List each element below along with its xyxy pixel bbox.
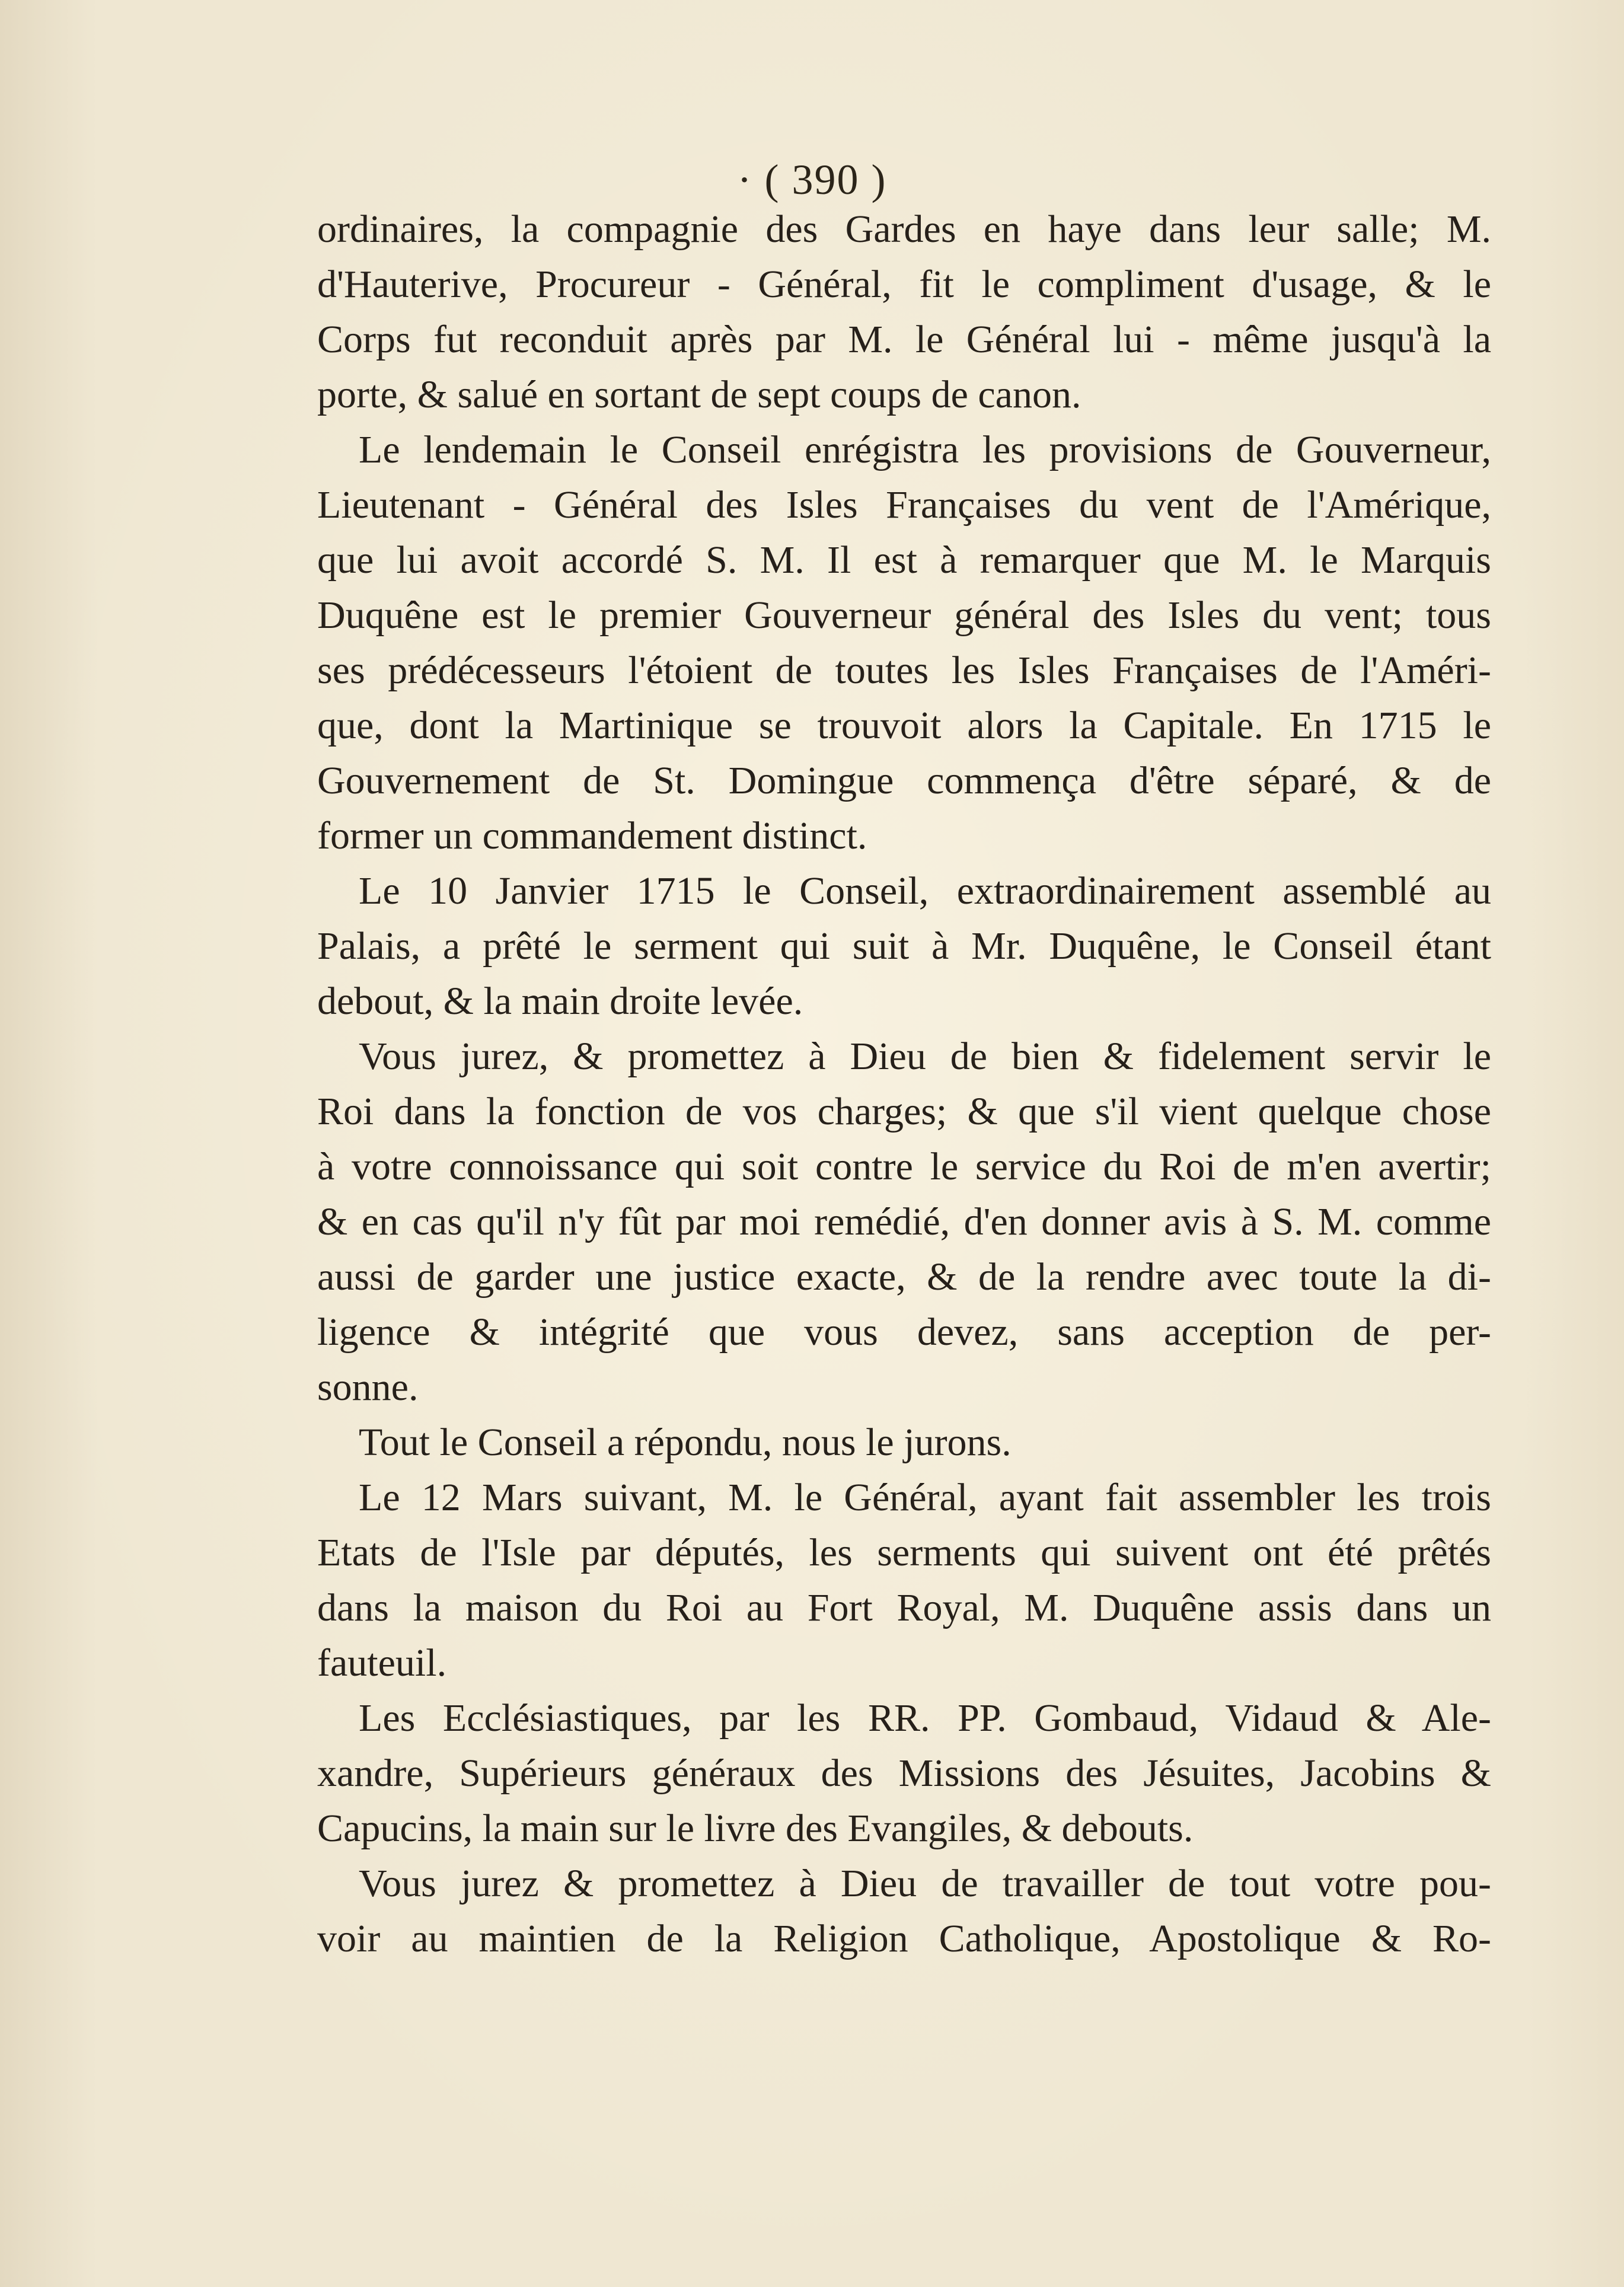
page-number: · ( 390 ) (737, 156, 887, 203)
text-line: Les Ecclésiastiques, par les RR. PP. Gombaud, Vidaud & Ale- (359, 1696, 1491, 1740)
text-line: Tout le Conseil a répondu, nous le jurons. (359, 1421, 1012, 1464)
text-line: Duquêne est le premier Gouverneur général des Isles du vent; tous (317, 594, 1491, 637)
text-line: voir au maintien de la Religion Catholique, Apostolique & Ro- (317, 1917, 1491, 1960)
text-line: fauteuil. (317, 1641, 447, 1685)
text-line: dans la maison du Roi au Fort Royal, M. Duquêne assis dans un (317, 1586, 1491, 1629)
text-line: Vous jurez & promettez à Dieu de travailler de tout votre pou- (359, 1862, 1491, 1905)
text-line: ligence & intégrité que vous devez, sans acception de per- (317, 1310, 1491, 1354)
text-line: Le 10 Janvier 1715 le Conseil, extraordinairement assemblé au (359, 869, 1491, 913)
text-line: porte, & salué en sortant de sept coups de canon. (317, 373, 1081, 416)
text-line: Capucins, la main sur le livre des Evangiles, & debouts. (317, 1807, 1194, 1850)
text-line: Le 12 Mars suivant, M. le Général, ayant fait assembler les trois (359, 1476, 1491, 1519)
text-line: Etats de l'Isle par députés, les serments qui suivent ont été prêtés (317, 1531, 1491, 1574)
text-line: Corps fut reconduit après par M. le Général lui - même jusqu'à la (317, 318, 1491, 361)
text-line: d'Hauterive, Procureur - Général, fit le compliment d'usage, & le (317, 263, 1491, 306)
text-line: Le lendemain le Conseil enrégistra les provisions de Gouverneur, (359, 428, 1491, 471)
text-line: que lui avoit accordé S. M. Il est à remarquer que M. le Marquis (317, 538, 1491, 582)
body-text (317, 202, 1491, 1966)
text-line: que, dont la Martinique se trouvoit alors la Capitale. En 1715 le (317, 704, 1491, 747)
text-line: Vous jurez, & promettez à Dieu de bien & fidelement servir le (359, 1035, 1491, 1078)
text-line: sonne. (317, 1366, 419, 1409)
text-line: debout, & la main droite levée. (317, 980, 803, 1023)
text-line: Gouvernement de St. Domingue commença d'être séparé, & de (317, 759, 1491, 802)
text-line: Lieutenant - Général des Isles Françaises du vent de l'Amérique, (317, 483, 1491, 527)
text-line: à votre connoissance qui soit contre le service du Roi de m'en avertir; (317, 1145, 1491, 1188)
text-line: Roi dans la fonction de vos charges; & que s'il vient quelque chose (317, 1090, 1491, 1133)
text-line: aussi de garder une justice exacte, & de la rendre avec toute la di- (317, 1255, 1491, 1299)
text-line: ordinaires, la compagnie des Gardes en haye dans leur salle; M. (317, 208, 1491, 251)
text-line: Palais, a prêté le serment qui suit à Mr. Duquêne, le Conseil étant (317, 924, 1491, 968)
text-line: xandre, Supérieurs généraux des Missions des Jésuites, Jacobins & (317, 1752, 1491, 1795)
text-line: ses prédécesseurs l'étoient de toutes les Isles Françaises de l'Améri- (317, 649, 1491, 692)
text-line: former un commandement distinct. (317, 814, 867, 857)
text-line: & en cas qu'il n'y fût par moi remédié, d'en donner avis à S. M. comme (317, 1200, 1491, 1243)
